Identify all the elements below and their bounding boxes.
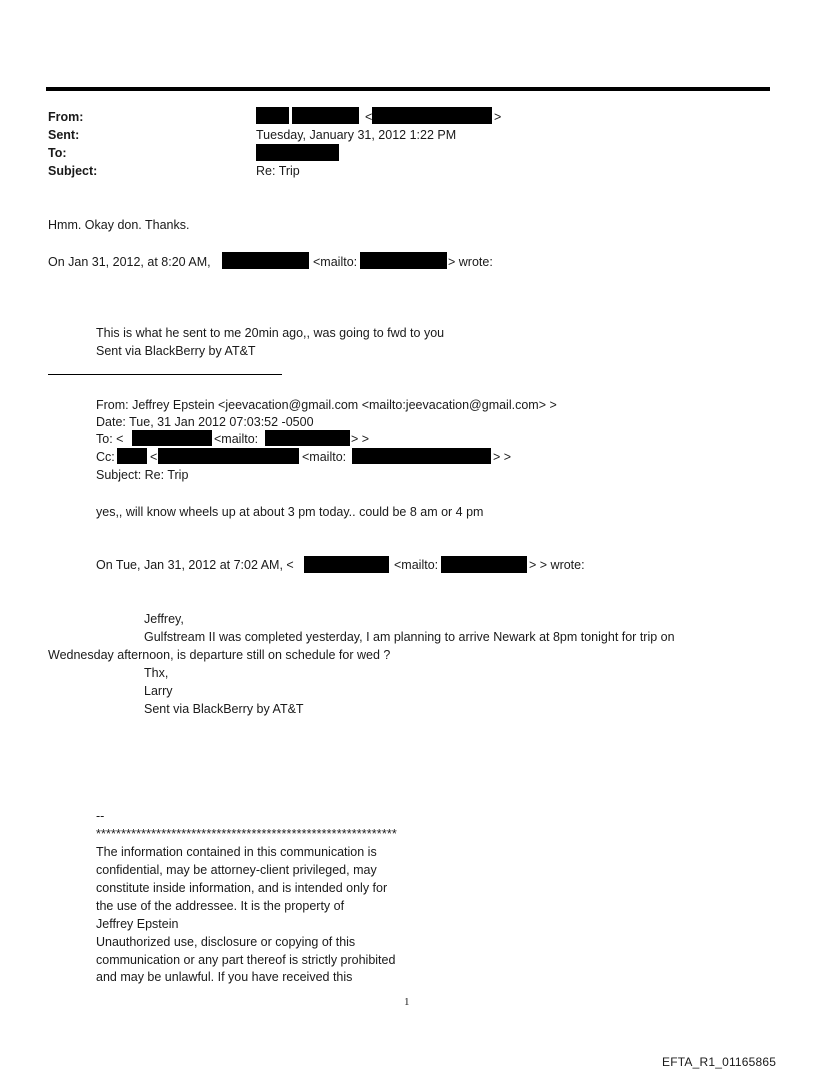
disclaimer-line: Jeffrey Epstein <box>96 917 179 931</box>
sent-value: Tuesday, January 31, 2012 1:22 PM <box>256 128 457 142</box>
inner-greeting: Jeffrey, <box>144 612 184 626</box>
header-top-rule <box>46 87 770 91</box>
fwd-to-suffix: > > <box>351 432 370 446</box>
redaction-fwd-cc-name <box>117 448 147 464</box>
redaction-fwd-to-name <box>132 430 212 446</box>
fwd-to-mailto: <mailto: <box>214 432 259 446</box>
redaction-to <box>256 144 339 161</box>
redaction-quote1-email <box>360 252 447 269</box>
sent-label: Sent: <box>48 128 80 142</box>
redaction-from-email <box>372 107 492 124</box>
quote1-prefix: On Jan 31, 2012, at 8:20 AM, <box>48 255 211 269</box>
inner-line2: Wednesday afternoon, is departure still on schedule for wed ? <box>48 648 391 662</box>
inner-thanks: Thx, <box>144 666 169 680</box>
page-number: 1 <box>404 996 410 1008</box>
fwd-from-line: From: Jeffrey Epstein <jeevacation@gmail.com <mailto:jeevacation@gmail.com> > <box>96 398 557 412</box>
fwd-message: yes,, will know wheels up at about 3 pm today.. could be 8 am or 4 pm <box>96 505 484 519</box>
to-label: To: <box>48 146 67 160</box>
fwd-cc-prefix: Cc: <box>96 450 115 464</box>
fwd-cc-lt: < <box>150 450 158 464</box>
disclaimer-line: constitute inside information, and is intended only for <box>96 881 388 895</box>
redaction-fwd-cc-email2 <box>352 448 491 464</box>
document-id: EFTA_R1_01165865 <box>662 1055 777 1069</box>
reply-line: Hmm. Okay don. Thanks. <box>48 218 190 232</box>
separator-line <box>48 374 282 375</box>
redaction-fwd-cc-email1 <box>158 448 299 464</box>
redaction-quote2-email <box>441 556 527 573</box>
redaction-quote1-name <box>222 252 309 269</box>
disclaimer-dashes: -- <box>96 809 105 823</box>
disclaimer-line: Unauthorized use, disclosure or copying of this <box>96 935 356 949</box>
from-gt: > <box>494 110 502 124</box>
inner-name: Larry <box>144 684 173 698</box>
forward-line1: This is what he sent to me 20min ago,, was going to fwd to you <box>96 326 445 340</box>
disclaimer-line: and may be unlawful. If you have received this <box>96 970 353 984</box>
disclaimer-line: communication or any part thereof is strictly prohibited <box>96 953 396 967</box>
fwd-date-line: Date: Tue, 31 Jan 2012 07:03:52 -0500 <box>96 415 314 429</box>
disclaimer-stars: ************************************************************ <box>96 827 397 841</box>
inner-signature: Sent via BlackBerry by AT&T <box>144 702 304 716</box>
quote2-mailto: <mailto: <box>394 558 439 572</box>
quote1-mailto: <mailto: <box>313 255 358 269</box>
subject-label: Subject: <box>48 164 98 178</box>
disclaimer-line: The information contained in this communication is <box>96 845 377 859</box>
fwd-subject-line: Subject: Re: Trip <box>96 468 189 482</box>
from-lt: < <box>365 110 373 124</box>
forward-line2: Sent via BlackBerry by AT&T <box>96 344 256 358</box>
fwd-to-prefix: To: < <box>96 432 124 446</box>
from-label: From: <box>48 110 84 124</box>
quote2-prefix: On Tue, Jan 31, 2012 at 7:02 AM, < <box>96 558 294 572</box>
redaction-fwd-to-email <box>265 430 350 446</box>
quote2-suffix: > > wrote: <box>529 558 585 572</box>
fwd-cc-mailto: <mailto: <box>302 450 347 464</box>
redaction-quote2-name <box>304 556 389 573</box>
inner-line1: Gulfstream II was completed yesterday, I am planning to arrive Newark at 8pm tonight for trip on <box>144 630 675 644</box>
disclaimer-line: confidential, may be attorney-client privileged, may <box>96 863 377 877</box>
quote1-suffix: > wrote: <box>448 255 493 269</box>
fwd-cc-suffix: > > <box>493 450 512 464</box>
redaction-from-last <box>292 107 359 124</box>
redaction-from-first <box>256 107 289 124</box>
disclaimer-line: the use of the addressee. It is the property of <box>96 899 345 913</box>
subject-value: Re: Trip <box>256 164 300 178</box>
